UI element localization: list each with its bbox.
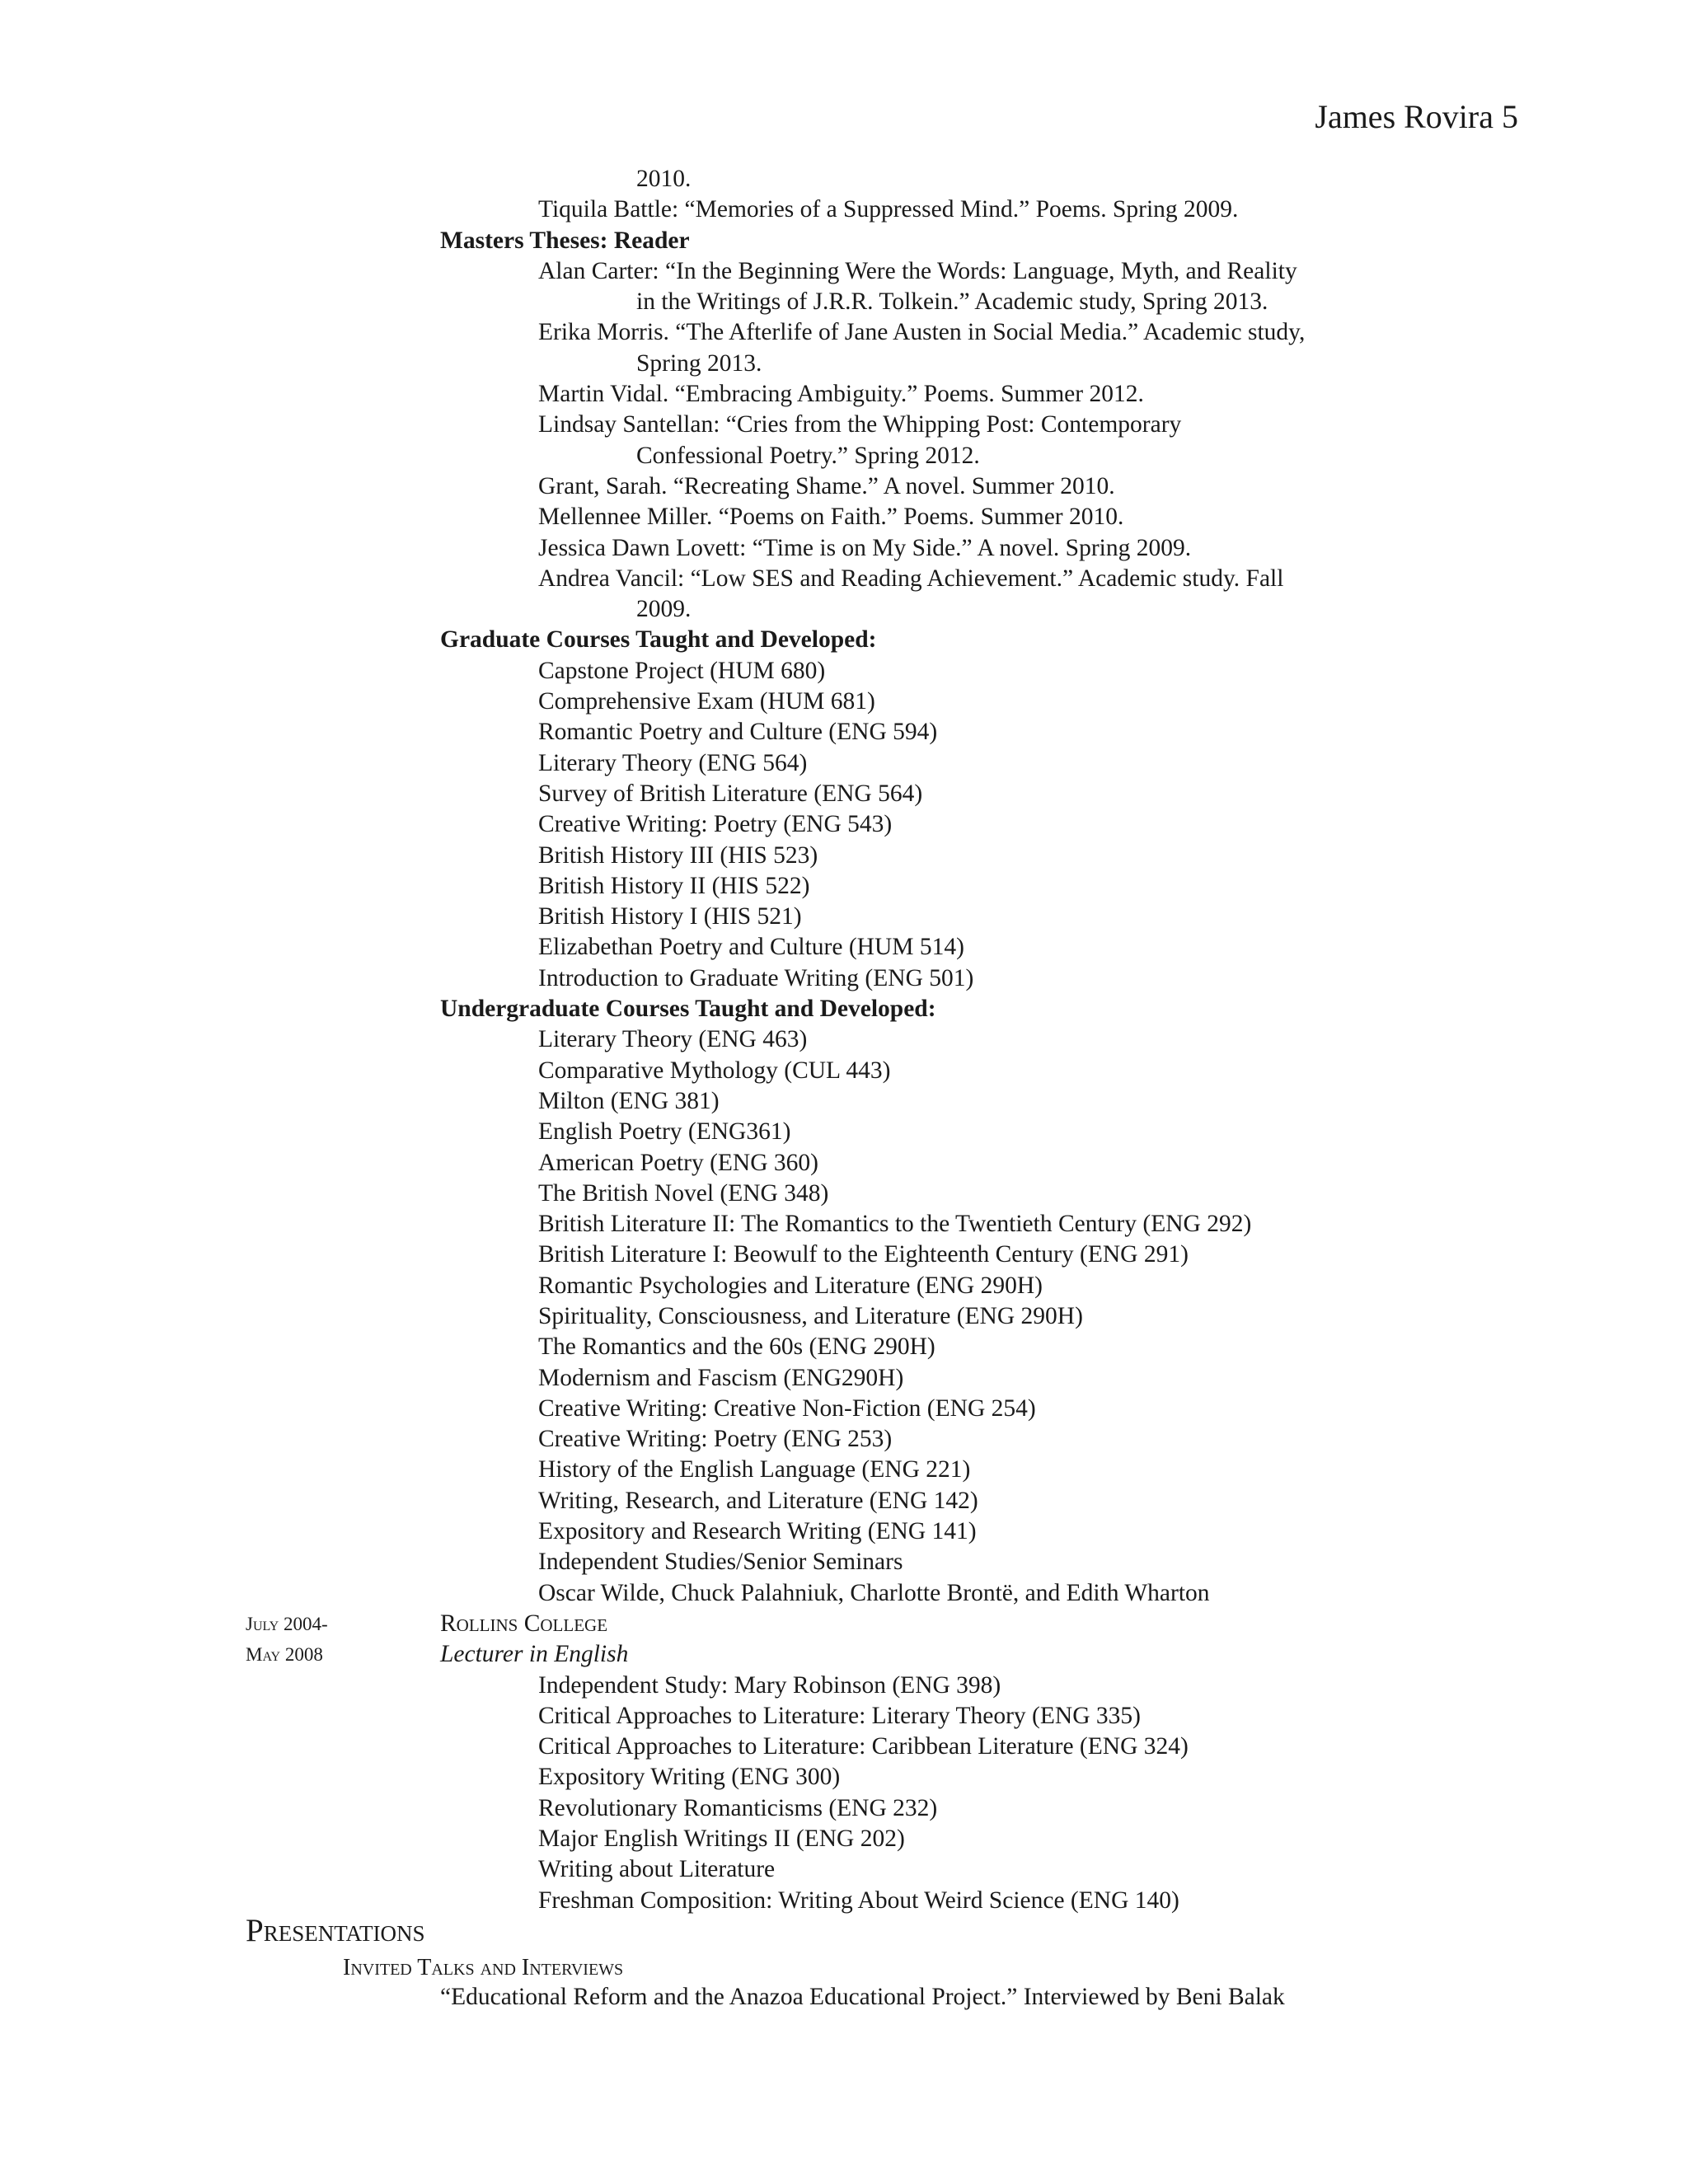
course-item: Oscar Wilde, Chuck Palahniuk, Charlotte Brontë, and Edith Wharton bbox=[538, 1579, 1210, 1606]
entry-text: Spring 2013. bbox=[636, 349, 762, 377]
course-item: Revolutionary Romanticisms (ENG 232) bbox=[538, 1794, 938, 1821]
course-line bbox=[0, 1578, 1688, 1609]
course-item: British History II (HIS 522) bbox=[538, 872, 810, 899]
course-item: Creative Writing: Creative Non-Fiction (ENG 254) bbox=[538, 1394, 1036, 1422]
course-item: Comprehensive Exam (HUM 681) bbox=[538, 688, 875, 715]
entry-line bbox=[0, 533, 1688, 564]
entry-line bbox=[0, 287, 1688, 317]
course-line bbox=[0, 1793, 1688, 1824]
course-item: Independent Studies/Senior Seminars bbox=[538, 1549, 903, 1576]
course-item: British History I (HIS 521) bbox=[538, 903, 802, 930]
course-line bbox=[0, 1363, 1688, 1394]
course-item: Creative Writing: Poetry (ENG 253) bbox=[538, 1426, 893, 1453]
entry-text: Erika Morris. “The Afterlife of Jane Austen in Social Media.” Academic study, bbox=[538, 319, 1306, 346]
course-line bbox=[0, 1086, 1688, 1117]
employment-line bbox=[0, 1609, 1688, 1639]
course-item: Spirituality, Consciousness, and Literature (ENG 290H) bbox=[538, 1302, 1083, 1329]
course-line bbox=[0, 1701, 1688, 1732]
section-heading-presentations: Presentations bbox=[246, 1913, 425, 1948]
course-item: British History III (HIS 523) bbox=[538, 841, 818, 869]
course-item: The British Novel (ENG 348) bbox=[538, 1179, 829, 1207]
entry-text: Alan Carter: “In the Beginning Were the Words: Language, Myth, and Reality bbox=[538, 257, 1297, 284]
course-line bbox=[0, 1516, 1688, 1547]
course-line bbox=[0, 1547, 1688, 1577]
course-line bbox=[0, 656, 1688, 687]
employment-start-date: July 2004- bbox=[246, 1613, 328, 1634]
employer-name: Rollins College bbox=[440, 1610, 608, 1637]
course-line bbox=[0, 1209, 1688, 1240]
course-line bbox=[0, 748, 1688, 779]
entry-text: Grant, Sarah. “Recreating Shame.” A novel. Summer 2010. bbox=[538, 472, 1115, 499]
course-line bbox=[0, 1424, 1688, 1455]
course-item: Creative Writing: Poetry (ENG 543) bbox=[538, 811, 893, 838]
employment-end-date: May 2008 bbox=[246, 1644, 323, 1666]
course-item: Writing, Research, and Literature (ENG 142) bbox=[538, 1487, 978, 1514]
course-item: Elizabethan Poetry and Culture (HUM 514) bbox=[538, 934, 964, 961]
course-item: Literary Theory (ENG 564) bbox=[538, 749, 808, 776]
course-line bbox=[0, 1024, 1688, 1055]
course-line bbox=[0, 1455, 1688, 1485]
cv-content bbox=[0, 164, 1688, 1916]
course-line bbox=[0, 809, 1688, 840]
course-item: Literary Theory (ENG 463) bbox=[538, 1026, 808, 1053]
subheading-masters-theses: Masters Theses: Reader bbox=[440, 227, 690, 254]
entry-text: Lindsay Santellan: “Cries from the Whipping Post: Contemporary bbox=[538, 411, 1182, 438]
course-line bbox=[0, 779, 1688, 809]
course-item: Major English Writings II (ENG 202) bbox=[538, 1825, 905, 1853]
course-line bbox=[0, 1394, 1688, 1424]
course-item: Writing about Literature bbox=[538, 1856, 776, 1883]
course-item: Critical Approaches to Literature: Caribbean Literature (ENG 324) bbox=[538, 1733, 1189, 1760]
course-item: British Literature I: Beowulf to the Eighteenth Century (ENG 291) bbox=[538, 1241, 1189, 1268]
course-line bbox=[0, 1732, 1688, 1762]
course-line bbox=[0, 717, 1688, 748]
course-line bbox=[0, 1301, 1688, 1332]
course-item: Romantic Poetry and Culture (ENG 594) bbox=[538, 719, 938, 746]
entry-text: Andrea Vancil: “Low SES and Reading Achievement.” Academic study. Fall bbox=[538, 565, 1284, 592]
subheading-line bbox=[0, 625, 1688, 655]
course-line bbox=[0, 1056, 1688, 1086]
entry-text: 2009. bbox=[636, 596, 692, 623]
subheading-line bbox=[0, 994, 1688, 1024]
entry-text: in the Writings of J.R.R. Tolkein.” Academic study, Spring 2013. bbox=[636, 288, 1268, 316]
subsection-heading-invited-talks: Invited Talks and Interviews bbox=[343, 1955, 624, 1980]
entry-text: Confessional Poetry.” Spring 2012. bbox=[636, 442, 980, 469]
course-line bbox=[0, 1179, 1688, 1209]
course-item: Critical Approaches to Literature: Literary Theory (ENG 335) bbox=[538, 1702, 1141, 1729]
entry-line bbox=[0, 594, 1688, 625]
entry-line bbox=[0, 502, 1688, 532]
entry-line bbox=[0, 379, 1688, 410]
job-title: Lecturer in English bbox=[440, 1641, 629, 1668]
course-item: History of the English Language (ENG 221) bbox=[538, 1456, 971, 1483]
course-line bbox=[0, 1854, 1688, 1885]
entry-text: 2010. bbox=[636, 166, 692, 192]
presentation-entry: “Educational Reform and the Anazoa Educational Project.” Interviewed by Beni Balak bbox=[440, 1984, 1285, 2010]
course-item: Survey of British Literature (ENG 564) bbox=[538, 780, 923, 807]
course-line bbox=[0, 1762, 1688, 1793]
entry-line bbox=[0, 317, 1688, 348]
course-item: Expository and Research Writing (ENG 141) bbox=[538, 1518, 977, 1545]
course-item: Capstone Project (HUM 680) bbox=[538, 657, 826, 684]
course-item: English Poetry (ENG361) bbox=[538, 1118, 791, 1146]
entry-text: Tiquila Battle: “Memories of a Suppressed Mind.” Poems. Spring 2009. bbox=[538, 196, 1239, 223]
course-line bbox=[0, 1240, 1688, 1270]
course-line bbox=[0, 932, 1688, 963]
course-line bbox=[0, 1486, 1688, 1516]
course-item: British Literature II: The Romantics to the Twentieth Century (ENG 292) bbox=[538, 1211, 1252, 1238]
course-line bbox=[0, 1271, 1688, 1301]
entry-line bbox=[0, 164, 1688, 194]
course-item: American Poetry (ENG 360) bbox=[538, 1149, 818, 1176]
entry-text: Jessica Dawn Lovett: “Time is on My Side.” A novel. Spring 2009. bbox=[538, 534, 1192, 561]
entry-line bbox=[0, 564, 1688, 594]
course-line bbox=[0, 1148, 1688, 1179]
entry-line bbox=[0, 349, 1688, 379]
entry-line bbox=[0, 256, 1688, 287]
entry-line bbox=[0, 194, 1688, 225]
course-item: Independent Study: Mary Robinson (ENG 398) bbox=[538, 1671, 1001, 1699]
entry-line bbox=[0, 441, 1688, 471]
entry-line bbox=[0, 471, 1688, 502]
course-item: The Romantics and the 60s (ENG 290H) bbox=[538, 1333, 935, 1361]
course-item: Freshman Composition: Writing About Weird Science (ENG 140) bbox=[538, 1886, 1179, 1914]
entry-line bbox=[0, 410, 1688, 440]
course-item: Milton (ENG 381) bbox=[538, 1087, 720, 1114]
entry-text: Martin Vidal. “Embracing Ambiguity.” Poems. Summer 2012. bbox=[538, 381, 1144, 408]
course-line bbox=[0, 902, 1688, 932]
course-line bbox=[0, 841, 1688, 871]
course-item: Expository Writing (ENG 300) bbox=[538, 1764, 841, 1791]
course-item: Introduction to Graduate Writing (ENG 501) bbox=[538, 964, 974, 991]
course-item: Romantic Psychologies and Literature (ENG 290H) bbox=[538, 1272, 1043, 1299]
course-line bbox=[0, 1671, 1688, 1701]
subheading-undergraduate-courses: Undergraduate Courses Taught and Developed: bbox=[440, 996, 936, 1023]
entry-text: Mellennee Miller. “Poems on Faith.” Poems. Summer 2010. bbox=[538, 504, 1124, 531]
course-line bbox=[0, 871, 1688, 902]
subheading-line bbox=[0, 226, 1688, 256]
course-line bbox=[0, 687, 1688, 717]
course-line bbox=[0, 1824, 1688, 1854]
subheading-graduate-courses: Graduate Courses Taught and Developed: bbox=[440, 626, 877, 654]
course-line bbox=[0, 963, 1688, 994]
course-item: Modernism and Fascism (ENG290H) bbox=[538, 1364, 904, 1391]
page-header: James Rovira 5 bbox=[1315, 98, 1518, 135]
course-item: Comparative Mythology (CUL 443) bbox=[538, 1057, 891, 1084]
employment-line bbox=[0, 1639, 1688, 1670]
course-line bbox=[0, 1117, 1688, 1147]
course-line bbox=[0, 1332, 1688, 1362]
